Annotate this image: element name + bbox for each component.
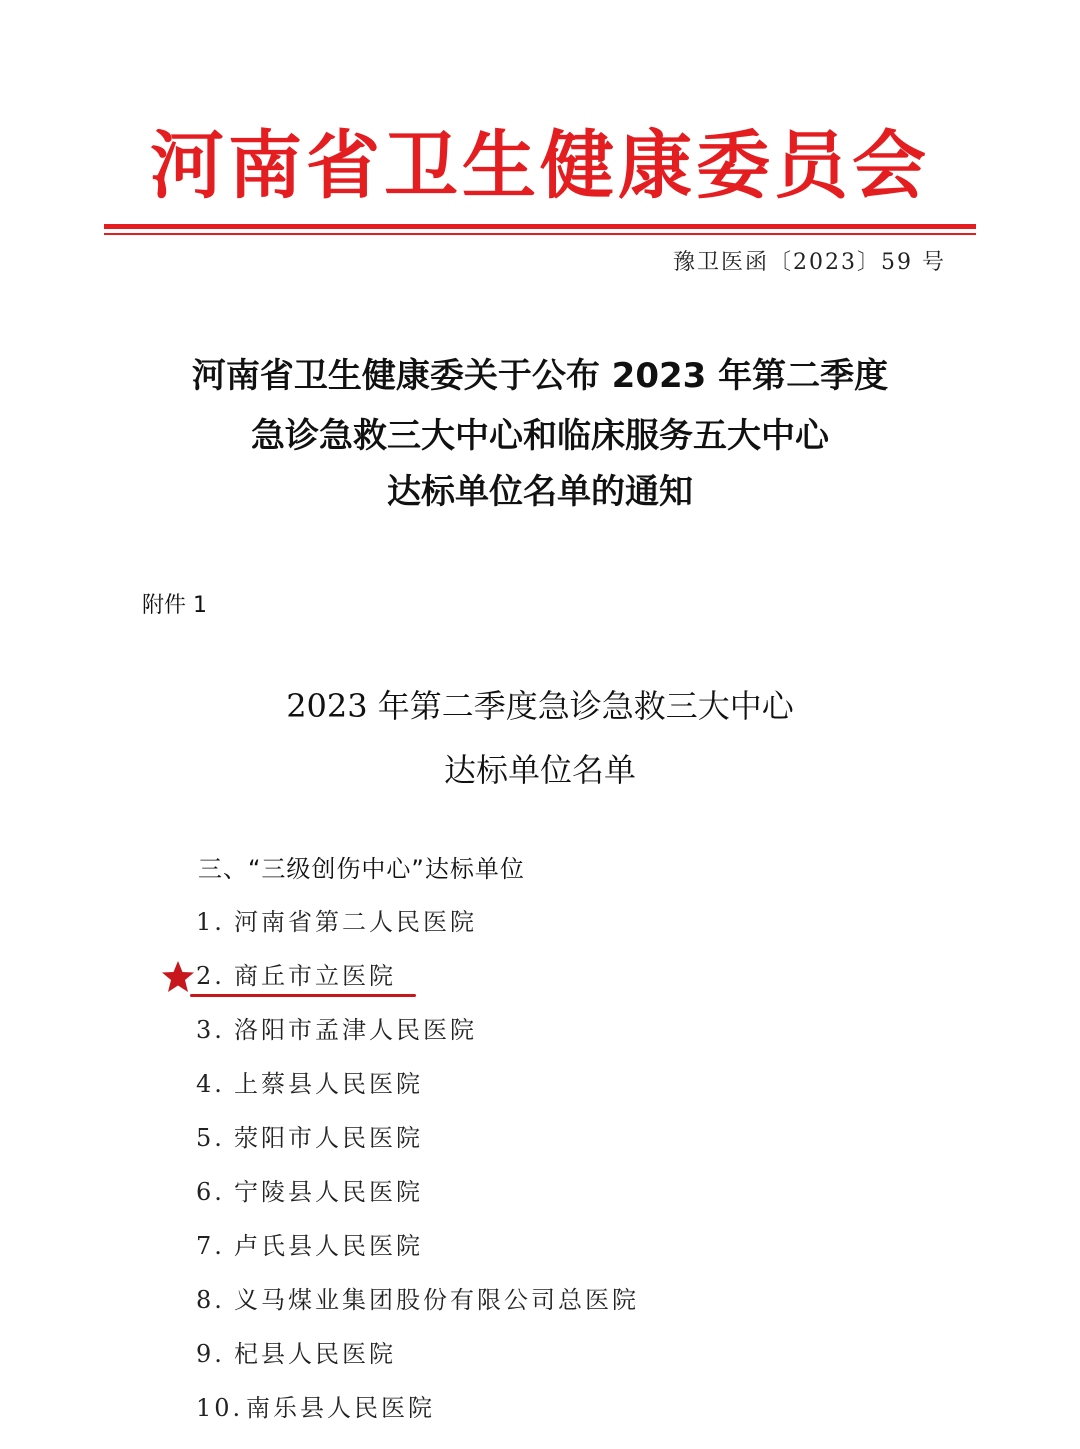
notice-title-line-1: 河南省卫生健康委关于公布 2023 年第二季度	[191, 356, 889, 396]
highlight-underline	[190, 994, 416, 997]
list-item	[196, 1010, 477, 1050]
list-item-name: 南乐县人民医院	[246, 1394, 435, 1422]
list-item-number: 5.	[196, 1124, 225, 1152]
list-item	[196, 1334, 396, 1374]
list-item-name: 商丘市立医院	[234, 962, 396, 990]
attachment-title-line-1: 2023 年第二季度急诊急救三大中心	[286, 687, 794, 725]
notice-title-line-2: 急诊急救三大中心和临床服务五大中心	[251, 416, 829, 456]
list-item-name: 河南省第二人民医院	[234, 908, 477, 936]
document-number: 豫卫医函〔2023〕59 号	[673, 250, 946, 275]
list-item	[196, 902, 477, 942]
list-item-number: 8.	[196, 1286, 225, 1314]
list-item	[196, 1172, 423, 1212]
list-item-number: 6.	[196, 1178, 225, 1206]
list-item	[196, 1280, 639, 1320]
list-item	[196, 1064, 423, 1104]
list-item	[196, 1118, 423, 1158]
list-item-number: 1.	[196, 908, 225, 936]
list-item-name: 上蔡县人民医院	[234, 1070, 423, 1098]
list-item-name: 荥阳市人民医院	[234, 1124, 423, 1152]
attachment-title-line-2: 达标单位名单	[443, 751, 636, 789]
section-title: 三、“三级创伤中心”达标单位	[198, 855, 525, 883]
notice-title-line-3: 达标单位名单的通知	[387, 472, 693, 512]
star-icon	[160, 959, 196, 995]
letterhead-rule-thin	[104, 233, 976, 235]
letterhead-title: 河南省卫生健康委员会	[150, 123, 930, 209]
list-item-number: 4.	[196, 1070, 225, 1098]
list-item-number: 3.	[196, 1016, 225, 1044]
list-item-name: 杞县人民医院	[234, 1340, 396, 1368]
list-item-name: 宁陵县人民医院	[234, 1178, 423, 1206]
list-item-name: 卢氏县人民医院	[234, 1232, 423, 1260]
attachment-label: 附件 1	[142, 593, 207, 618]
list-item-name: 义马煤业集团股份有限公司总医院	[234, 1286, 639, 1314]
list-item	[196, 956, 396, 996]
list-item-number: 10.	[196, 1394, 244, 1422]
list-item-number: 7.	[196, 1232, 225, 1260]
list-item-number: 9.	[196, 1340, 225, 1368]
list-item-name: 洛阳市孟津人民医院	[234, 1016, 477, 1044]
list-item-number: 2.	[196, 962, 225, 990]
letterhead-rule-thick	[104, 224, 976, 229]
list-item	[196, 1226, 423, 1266]
list-item	[196, 1388, 435, 1428]
